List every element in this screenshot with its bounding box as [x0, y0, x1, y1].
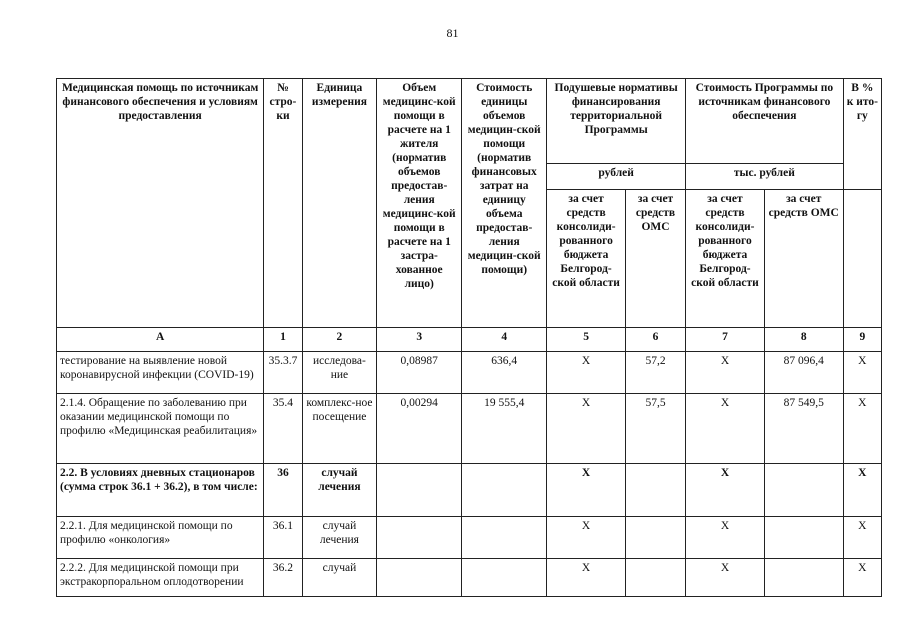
row-c9: Х: [843, 559, 881, 597]
row-c5: Х: [547, 464, 626, 517]
index-cell: 2: [302, 328, 377, 352]
index-cell: 5: [547, 328, 626, 352]
row-c6: [625, 464, 685, 517]
row-c6: [625, 559, 685, 597]
row-c5: Х: [547, 394, 626, 464]
row-volume: 0,08987: [377, 352, 462, 394]
row-c8: [764, 517, 843, 559]
header-col-1: № стро-ки: [264, 79, 302, 328]
row-c9: Х: [843, 394, 881, 464]
header-col-6: за счет средств ОМС: [625, 190, 685, 328]
row-c5: Х: [547, 352, 626, 394]
row-c9: Х: [843, 517, 881, 559]
row-c7: Х: [686, 352, 765, 394]
row-c8: 87 096,4: [764, 352, 843, 394]
table-row: [57, 559, 882, 597]
row-volume: 0,00294: [377, 394, 462, 464]
row-cost: 636,4: [462, 352, 547, 394]
row-c6: 57,2: [625, 352, 685, 394]
row-label: 2.2. В условиях дневных стационаров (сумма строк 36.1 + 36.2), в том числе:: [57, 464, 264, 517]
row-c8: 87 549,5: [764, 394, 843, 464]
index-cell: 8: [764, 328, 843, 352]
row-unit: комплекс-ное посещение: [302, 394, 377, 464]
index-cell: 1: [264, 328, 302, 352]
financing-table: [56, 78, 882, 597]
header-group-program-cost: Стоимость Программы по источникам финансового обеспечения: [686, 79, 844, 164]
header-col-3: Объем медицинс-кой помощи в расчете на 1 жителя (норматив объемов предостав-ления медицинс-кой помощи в расчете на 1 застра-хованное лицо): [377, 79, 462, 328]
header-unit-thousand-rubles: тыс. рублей: [686, 164, 844, 190]
index-cell: 6: [625, 328, 685, 352]
index-row: [57, 328, 882, 352]
row-number: 36.1: [264, 517, 302, 559]
index-cell: 4: [462, 328, 547, 352]
row-cost: [462, 517, 547, 559]
row-label: 2.1.4. Обращение по заболеванию при оказании медицинской помощи по профилю «Медицинская реабилитация»: [57, 394, 264, 464]
row-c5: Х: [547, 559, 626, 597]
header-col-8: за счет средств ОМС: [764, 190, 843, 328]
row-c7: Х: [686, 464, 765, 517]
header-col-7: за счет средств консолиди-рованного бюджета Белгород-ской области: [686, 190, 765, 328]
header-col-4: Стоимость единицы объемов медицин-ской помощи (норматив финансовых затрат на единицу объема предостав-ления медицин-ской помощи): [462, 79, 547, 328]
header-row-1: [57, 79, 882, 164]
index-cell: 3: [377, 328, 462, 352]
index-cell: 7: [686, 328, 765, 352]
row-volume: [377, 517, 462, 559]
table-row: [57, 464, 882, 517]
row-cost: 19 555,4: [462, 394, 547, 464]
row-c8: [764, 464, 843, 517]
table-row: [57, 517, 882, 559]
row-c7: Х: [686, 517, 765, 559]
row-c9: Х: [843, 464, 881, 517]
row-unit: случай лечения: [302, 464, 377, 517]
table-row: [57, 352, 882, 394]
row-label: 2.2.2. Для медицинской помощи при экстракорпоральном оплодотворении: [57, 559, 264, 597]
header-group-per-capita: Подушевые нормативы финансирования территориальной Программы: [547, 79, 686, 164]
row-c6: [625, 517, 685, 559]
header-col-9: В % к ито-гу: [843, 79, 881, 190]
row-volume: [377, 559, 462, 597]
header-col-5: за счет средств консолиди-рованного бюджета Белгород-ской области: [547, 190, 626, 328]
row-number: 35.4: [264, 394, 302, 464]
page-number: 81: [446, 26, 459, 40]
index-cell: А: [57, 328, 264, 352]
header-col-2: Единица измерения: [302, 79, 377, 328]
row-cost: [462, 464, 547, 517]
row-c7: Х: [686, 559, 765, 597]
header-col-a: Медицинская помощь по источникам финансового обеспечения и условиям предоставления: [57, 79, 264, 328]
row-unit: случай: [302, 559, 377, 597]
row-c7: Х: [686, 394, 765, 464]
row-unit: исследова-ние: [302, 352, 377, 394]
row-c9: Х: [843, 352, 881, 394]
row-volume: [377, 464, 462, 517]
row-unit: случай лечения: [302, 517, 377, 559]
header-col-9-empty: [843, 190, 881, 328]
row-c8: [764, 559, 843, 597]
header-unit-rubles: рублей: [547, 164, 686, 190]
row-c5: Х: [547, 517, 626, 559]
row-number: 36.2: [264, 559, 302, 597]
row-cost: [462, 559, 547, 597]
index-cell: 9: [843, 328, 881, 352]
row-number: 35.3.7: [264, 352, 302, 394]
row-label: 2.2.1. Для медицинской помощи по профилю «онкология»: [57, 517, 264, 559]
row-label: тестирование на выявление новой коронавирусной инфекции (COVID-19): [57, 352, 264, 394]
table-row: [57, 394, 882, 464]
row-c6: 57,5: [625, 394, 685, 464]
row-number: 36: [264, 464, 302, 517]
